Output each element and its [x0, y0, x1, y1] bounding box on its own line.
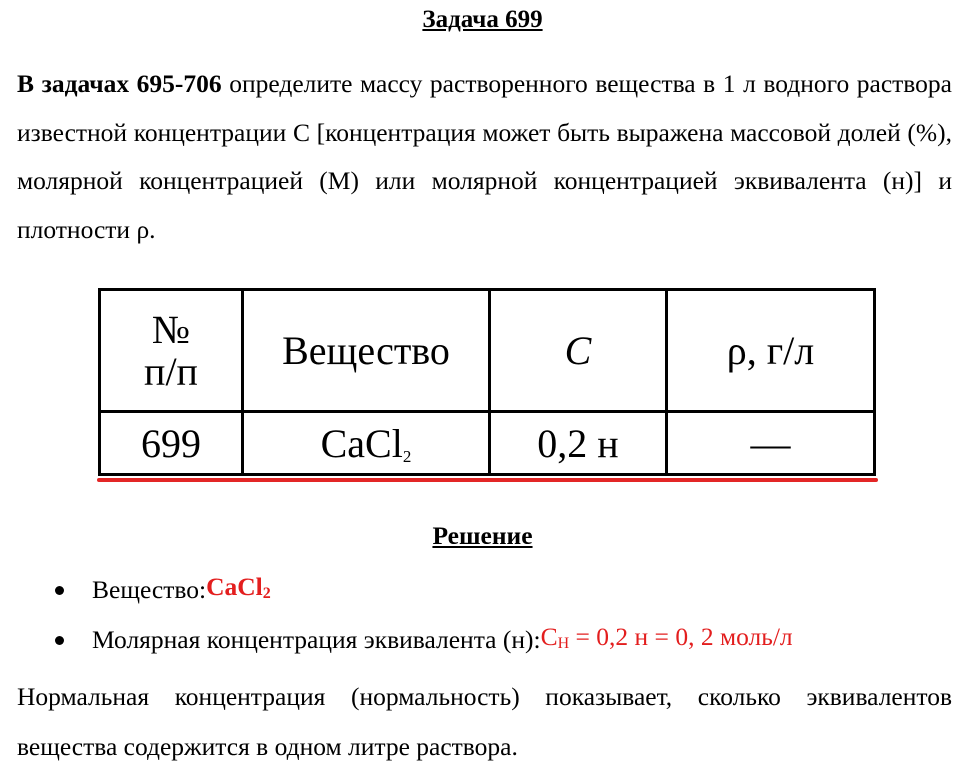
substance-formula-subscript: 2	[262, 584, 271, 602]
cell-substance-base: CaCl	[320, 420, 403, 466]
substance-label: Вещество:	[92, 575, 207, 604]
substance-formula	[206, 566, 271, 615]
concentration-symbol: C	[540, 621, 558, 651]
normality-paragraph: Нормальная концентрация (нормальность) показывает, сколько эквивалентов вещества содержится в одном литре раствора.	[17, 682, 952, 761]
concentration-equation: = 0,2 н = 0, 2 моль/л	[569, 621, 793, 651]
bullet-icon	[55, 586, 64, 595]
bullet-icon	[55, 636, 64, 645]
solution-title: Решение	[432, 521, 533, 550]
cell-substance-subscript: 2	[402, 446, 412, 466]
task-range: В задачах 695-706	[17, 69, 222, 98]
cell-substance	[243, 412, 490, 475]
header-substance: Вещество	[243, 290, 490, 412]
table-underline	[97, 478, 878, 482]
header-density: ρ, г/л	[667, 290, 875, 412]
list-item	[52, 615, 793, 665]
list-item	[52, 565, 793, 615]
header-number	[100, 290, 243, 412]
concentration-subscript: Н	[557, 634, 570, 652]
cell-density: —	[667, 412, 875, 475]
task-table	[98, 288, 876, 476]
concentration-value	[541, 616, 793, 665]
task-statement-text: определите массу растворенного вещества в 1 л водного раствора известной концентрации С [концентрация может быть выражена массовой долей (%), молярной концентрацией (М) или молярной концентрацией эквивалента (н)] и плотности ρ.	[17, 69, 952, 244]
header-number-sign: №	[151, 306, 191, 352]
cell-number: 699	[100, 412, 243, 475]
table-row	[100, 412, 875, 475]
task-statement	[17, 60, 952, 254]
solution-list	[52, 565, 793, 665]
cell-concentration: 0,2 н	[490, 412, 667, 475]
table-header-row	[100, 290, 875, 412]
concentration-label: Молярная концентрация эквивалента (н):	[92, 625, 541, 654]
substance-formula-base: CaCl	[206, 571, 263, 601]
header-concentration: C	[490, 290, 667, 412]
task-title: Задача 699	[422, 6, 543, 33]
header-number-abbr: п/п	[144, 348, 198, 394]
